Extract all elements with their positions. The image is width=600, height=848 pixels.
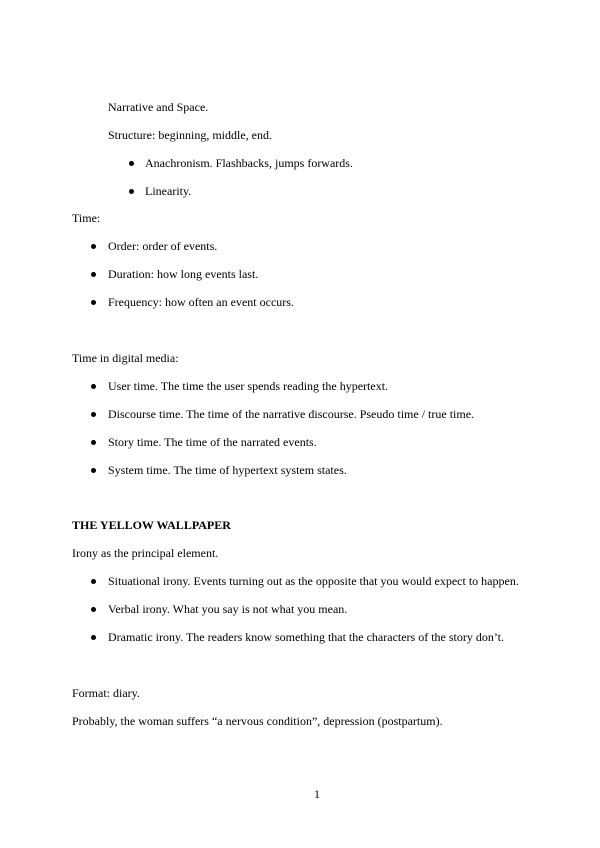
- digital-time-item-system: System time. The time of hypertext system states.: [108, 463, 347, 477]
- bullet-icon: [91, 635, 96, 640]
- digital-time-item-story: Story time. The time of the narrated events.: [108, 435, 317, 449]
- probably-text: Probably, the woman suffers “a nervous condition”, depression (postpartum).: [72, 714, 443, 728]
- bullet-icon: [129, 189, 134, 194]
- time-label: Time:: [72, 211, 101, 225]
- time-item-duration: Duration: how long events last.: [108, 267, 259, 281]
- structure-item-linearity: Linearity.: [145, 184, 192, 198]
- irony-item-situational: Situational irony. Events turning out as the opposite that you would expect to happen.: [108, 574, 519, 588]
- bullet-icon: [91, 579, 96, 584]
- section-heading: THE YELLOW WALLPAPER: [72, 518, 231, 532]
- bullet-icon: [91, 384, 96, 389]
- digital-time-item-user: User time. The time the user spends reading the hypertext.: [108, 379, 389, 393]
- irony-item-dramatic: Dramatic irony. The readers know something that the characters of the story don’t.: [108, 630, 504, 644]
- narrative-space-text: Narrative and Space.: [108, 100, 209, 114]
- time-item-order: Order: order of events.: [108, 239, 218, 253]
- bullet-icon: [129, 161, 134, 166]
- time-item-frequency: Frequency: how often an event occurs.: [108, 295, 294, 309]
- format-text: Format: diary.: [72, 686, 140, 700]
- bullet-icon: [91, 412, 96, 417]
- bullet-icon: [91, 244, 96, 249]
- digital-time-item-discourse: Discourse time. The time of the narrative discourse. Pseudo time / true time.: [108, 407, 475, 421]
- irony-intro-text: Irony as the principal element.: [72, 546, 219, 560]
- structure-text: Structure: beginning, middle, end.: [108, 128, 272, 142]
- bullet-icon: [91, 607, 96, 612]
- bullet-icon: [91, 468, 96, 473]
- bullet-icon: [91, 272, 96, 277]
- bullet-icon: [91, 300, 96, 305]
- bullet-icon: [91, 440, 96, 445]
- irony-item-verbal: Verbal irony. What you say is not what you mean.: [108, 602, 348, 616]
- page-number: 1: [314, 787, 320, 801]
- digital-time-label: Time in digital media:: [72, 351, 179, 365]
- structure-item-anachronism: Anachronism. Flashbacks, jumps forwards.: [145, 156, 353, 170]
